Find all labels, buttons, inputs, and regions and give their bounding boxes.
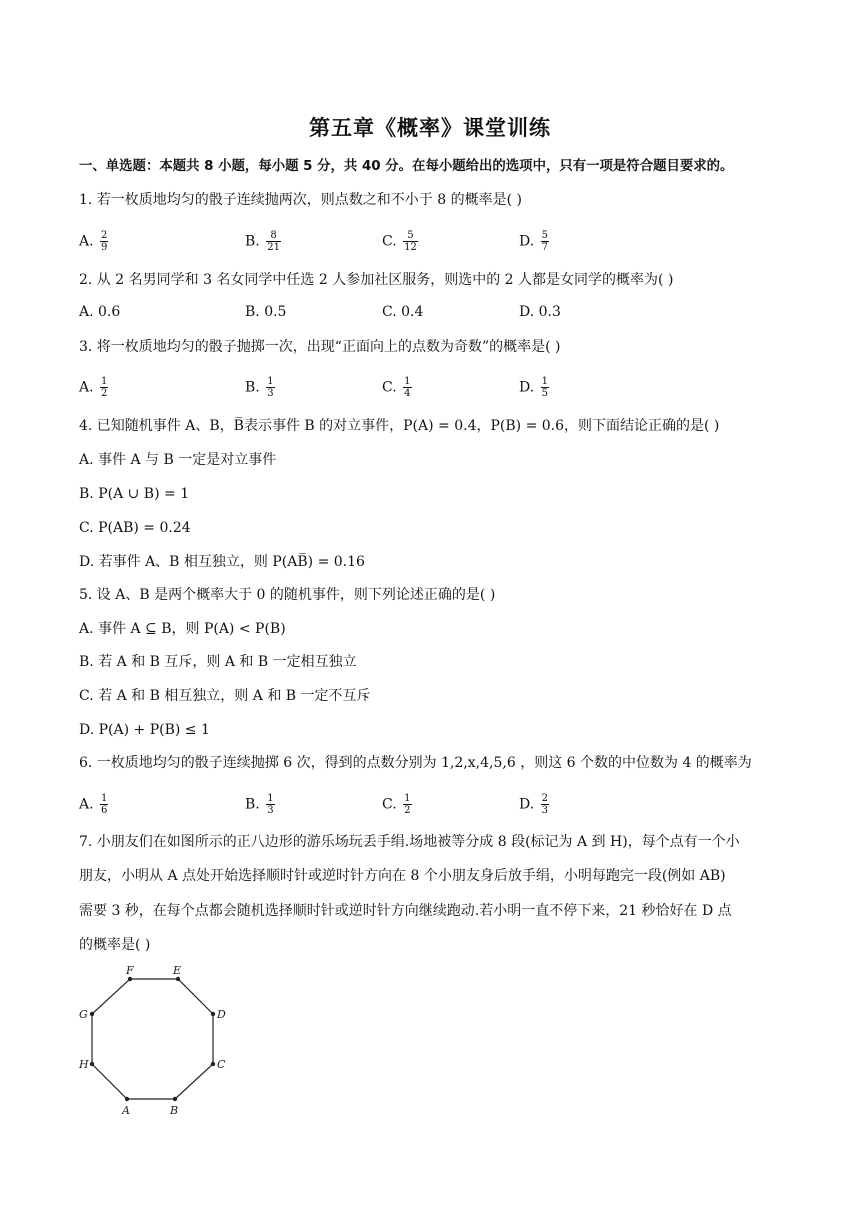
q6-option-b-label: B. — [245, 796, 260, 813]
q1-a-denominator: 9 — [101, 242, 108, 253]
q3-b-denominator: 3 — [267, 388, 274, 399]
q1-option-b-fraction — [266, 230, 281, 253]
q1-a-numerator: 2 — [101, 230, 108, 241]
vertex-a-label: A — [122, 1104, 130, 1117]
q6-option-d-fraction — [541, 793, 549, 816]
vertex-c-dot — [211, 1062, 215, 1066]
q6-c-numerator: 1 — [404, 793, 411, 804]
question-2-stem: 2. 从 2 名男同学和 3 名女同学中任选 2 人参加社区服务，则选中的 2 人都是女同学的概率为( ) — [79, 272, 674, 288]
question-4-stem: 4. 已知随机事件 A、B，B̅表示事件 B 的对立事件，P(A) = 0.4，P(B) = 0.6，则下面结论正确的是( ) — [79, 418, 720, 434]
q2-option-c: C. 0.4 — [382, 304, 424, 320]
vertex-h-dot — [90, 1062, 94, 1066]
q3-option-c — [382, 376, 412, 399]
q5-option-d: D. P(A) + P(B) ≤ 1 — [79, 722, 210, 738]
question-6-options — [79, 789, 779, 819]
vertex-e-dot — [176, 977, 180, 981]
vertex-a-dot — [125, 1097, 129, 1101]
question-1-options — [79, 226, 779, 256]
octagon-outline — [92, 979, 213, 1099]
question-7-line-1: 7. 小朋友们在如图所示的正八边形的游乐场玩丢手绢.场地被等分成 8 段(标记为 A 到 H)，每个点有一个小 — [79, 834, 740, 850]
q4-option-c: C. P(AB) = 0.24 — [79, 520, 191, 536]
q6-d-denominator: 3 — [541, 805, 549, 816]
q3-option-b-fraction — [266, 376, 274, 399]
q1-option-d — [519, 230, 549, 253]
vertex-b-dot — [173, 1097, 177, 1101]
q5-option-b: B. 若 A 和 B 互斥，则 A 和 B 一定相互独立 — [79, 654, 357, 670]
q3-option-b — [245, 376, 275, 399]
question-1-stem: 1. 若一枚质地均匀的骰子连续抛两次，则点数之和不小于 8 的概率是( ) — [79, 192, 522, 208]
q3-option-d — [519, 376, 549, 399]
q3-option-a-fraction — [100, 376, 108, 399]
q6-a-denominator: 6 — [101, 805, 108, 816]
vertex-c-label: C — [217, 1058, 226, 1071]
q1-c-numerator: 5 — [403, 230, 418, 242]
q1-option-a-label: A. — [79, 233, 94, 250]
vertex-d-dot — [211, 1012, 215, 1016]
q6-option-d — [519, 793, 549, 816]
q6-option-a-label: A. — [79, 796, 94, 813]
q6-a-numerator: 1 — [101, 793, 108, 804]
q3-option-a-label: A. — [79, 379, 94, 396]
q6-option-b-fraction — [266, 793, 274, 816]
q3-a-denominator: 2 — [101, 388, 108, 399]
vertex-e-label: E — [173, 964, 182, 977]
question-7-line-2: 朋友，小明从 A 点处开始选择顺时针或逆时针方向在 8 个小朋友身后放手绢，小明每跑完一段(例如 AB) — [79, 868, 726, 884]
q1-option-c — [382, 230, 418, 253]
q6-option-a — [79, 793, 108, 816]
q6-b-denominator: 3 — [267, 805, 274, 816]
q1-option-a-fraction — [100, 230, 108, 253]
question-7-line-4: 的概率是( ) — [79, 937, 151, 953]
q3-d-numerator: 1 — [541, 376, 549, 387]
q4-option-a: A. 事件 A 与 B 一定是对立事件 — [79, 452, 277, 468]
question-3-options — [79, 372, 779, 402]
q3-c-denominator: 4 — [404, 388, 411, 399]
q6-option-c-fraction — [403, 793, 411, 816]
q1-d-denominator: 7 — [541, 242, 549, 253]
question-3-stem: 3. 将一枚质地均匀的骰子抛掷一次，出现“正面向上的点数为奇数”的概率是( ) — [79, 339, 561, 355]
q4-option-d: D. 若事件 A、B 相互独立，则 P(AB̅) = 0.16 — [79, 554, 365, 570]
q6-d-numerator: 2 — [541, 793, 549, 804]
q1-option-a — [79, 230, 108, 253]
q1-b-numerator: 8 — [266, 230, 281, 242]
vertex-b-label: B — [170, 1104, 179, 1117]
vertex-f-label: F — [126, 964, 134, 977]
q6-option-d-label: D. — [519, 796, 535, 813]
page-title: 第五章《概率》课堂训练 — [309, 116, 551, 140]
question-7-line-3: 需要 3 秒，在每个点都会随机选择顺时针或逆时针方向继续跑动.若小明一直不停下来，21 秒恰好在 D 点 — [79, 903, 732, 919]
vertex-f-dot — [128, 977, 132, 981]
section-header: 一、单选题：本题共 8 小题，每小题 5 分，共 40 分。在每小题给出的选项中，只有一项是符合题目要求的。 — [79, 159, 734, 174]
q3-option-a — [79, 376, 108, 399]
q1-option-d-fraction — [541, 230, 549, 253]
vertex-g-dot — [90, 1012, 94, 1016]
vertex-h-label: H — [79, 1058, 89, 1071]
q5-option-c: C. 若 A 和 B 相互独立，则 A 和 B 一定不互斥 — [79, 688, 371, 704]
q1-option-c-label: C. — [382, 233, 397, 250]
q1-option-d-label: D. — [519, 233, 535, 250]
question-5-stem: 5. 设 A、B 是两个概率大于 0 的随机事件，则下列论述正确的是( ) — [79, 587, 496, 603]
q1-option-b-label: B. — [245, 233, 260, 250]
vertex-d-label: D — [217, 1008, 226, 1021]
q1-option-b — [245, 230, 281, 253]
q6-option-c-label: C. — [382, 796, 397, 813]
q1-option-c-fraction — [403, 230, 418, 253]
q1-c-denominator: 12 — [404, 242, 417, 253]
q5-option-a: A. 事件 A ⊆ B，则 P(A) < P(B) — [79, 621, 286, 637]
q2-option-a: A. 0.6 — [79, 304, 121, 320]
q3-d-denominator: 5 — [541, 388, 549, 399]
q3-option-b-label: B. — [245, 379, 260, 396]
vertex-g-label: G — [79, 1008, 88, 1021]
q3-option-d-label: D. — [519, 379, 535, 396]
q3-option-d-fraction — [541, 376, 549, 399]
q1-b-denominator: 21 — [267, 242, 280, 253]
q3-b-numerator: 1 — [267, 376, 274, 387]
q4-option-b: B. P(A ∪ B) = 1 — [79, 486, 190, 502]
q3-a-numerator: 1 — [101, 376, 108, 387]
question-6-stem: 6. 一枚质地均匀的骰子连续抛掷 6 次，得到的点数分别为 1,2,x,4,5,6 ，则这 6 个数的中位数为 4 的概率为 — [79, 755, 752, 771]
q6-option-b — [245, 793, 275, 816]
q6-c-denominator: 2 — [404, 805, 411, 816]
octagon-figure — [72, 960, 242, 1120]
q6-b-numerator: 1 — [267, 793, 274, 804]
q6-option-a-fraction — [100, 793, 108, 816]
q6-option-c — [382, 793, 412, 816]
q3-option-c-fraction — [403, 376, 411, 399]
q2-option-b: B. 0.5 — [245, 304, 287, 320]
q1-d-numerator: 5 — [541, 230, 549, 241]
q3-option-c-label: C. — [382, 379, 397, 396]
q2-option-d: D. 0.3 — [519, 304, 561, 320]
q3-c-numerator: 1 — [404, 376, 411, 387]
question-2-options — [79, 302, 779, 332]
